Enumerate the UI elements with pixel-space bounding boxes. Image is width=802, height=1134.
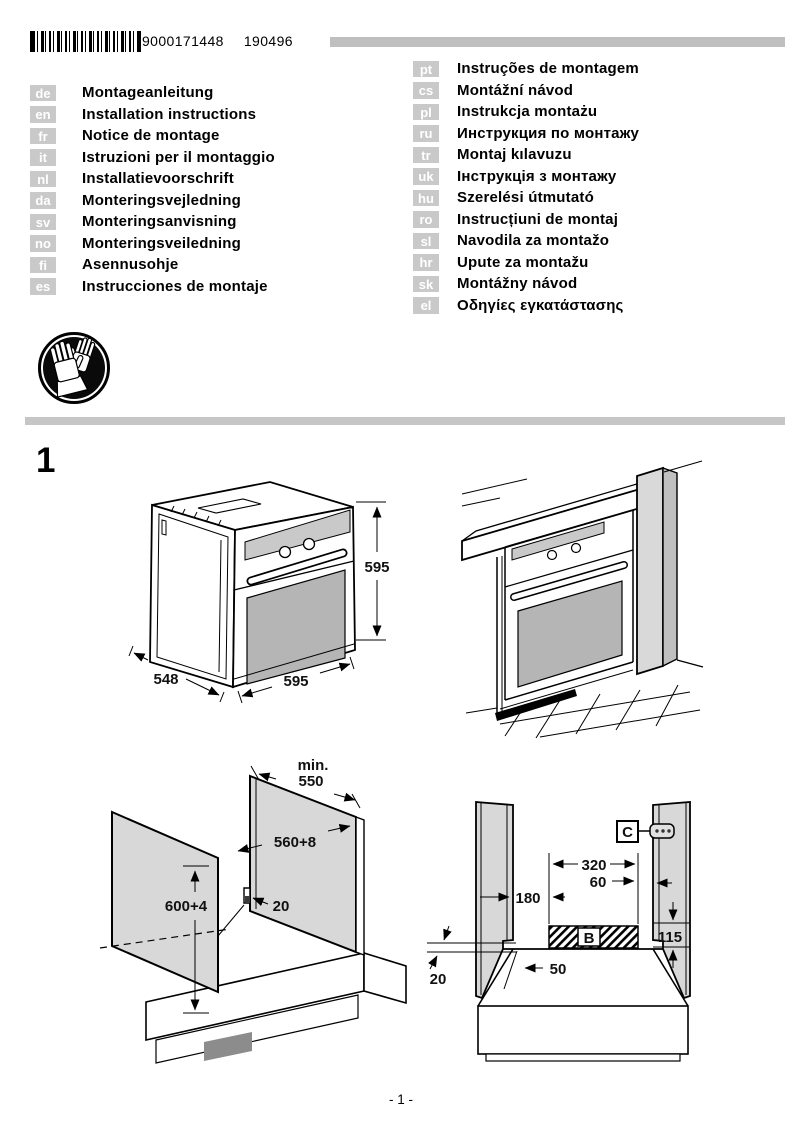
lang-title: Installation instructions [82, 105, 257, 123]
dim-front-gap: 50 [549, 961, 567, 978]
lang-title: Οδηγίες εγκατάστασης [457, 296, 624, 314]
lang-title: Instruções de montagem [457, 60, 639, 78]
lang-code-badge: hr [413, 254, 439, 271]
lang-title: Asennusohje [82, 256, 179, 274]
socket-label-c: C [622, 824, 633, 841]
figure-installed-oven-drawing [460, 450, 705, 745]
lang-code-badge: fr [30, 128, 56, 145]
lang-row [413, 123, 639, 145]
lang-code-badge: en [30, 106, 56, 123]
dim-socket-offset: 60 [589, 874, 607, 891]
oven-knob [304, 539, 315, 550]
lang-row [30, 82, 275, 104]
figure-niche-dimensions-drawing [90, 745, 415, 1075]
lang-title: Szerelési útmutató [457, 189, 594, 207]
lang-code-badge: sl [413, 233, 439, 250]
lang-row [30, 147, 275, 169]
lang-row [413, 58, 639, 80]
lang-title: Instrucțiuni de montaj [457, 210, 619, 228]
oven-knob [280, 547, 291, 558]
worktop-front [462, 489, 640, 560]
base-plinth [478, 1006, 688, 1054]
dim-oven-depth: 548 [153, 671, 179, 688]
lang-row [30, 276, 275, 298]
section-divider [25, 417, 785, 425]
lang-code-badge: fi [30, 257, 56, 274]
lang-code-badge: it [30, 149, 56, 166]
dim-wall-gap: 20 [429, 971, 447, 988]
figure-rear-clearance-drawing [415, 775, 705, 1075]
language-list-left [30, 82, 275, 297]
lang-row [30, 104, 275, 126]
lang-row [413, 209, 639, 231]
lang-row [413, 80, 639, 102]
lang-code-badge: es [30, 278, 56, 295]
zone-label-b: B [583, 930, 595, 947]
lang-code-badge: pl [413, 104, 439, 121]
lang-row [30, 254, 275, 276]
lang-code-badge: ru [413, 125, 439, 142]
dim-oven-width: 595 [283, 673, 309, 690]
lang-code-badge: pt [413, 61, 439, 78]
lang-title: Інструкція з монтажу [457, 167, 617, 185]
protective-gloves-icon [36, 330, 112, 406]
lang-row [30, 233, 275, 255]
lang-code-badge: ro [413, 211, 439, 228]
lang-title: Montážní návod [457, 81, 574, 99]
lang-row [30, 190, 275, 212]
dim-niche-height: 600+4 [164, 898, 208, 915]
lang-title: Montážny návod [457, 275, 578, 293]
lang-row [413, 101, 639, 123]
niche-right-panel [250, 776, 356, 952]
lang-row [413, 295, 639, 317]
lang-row [30, 168, 275, 190]
document-numbers [142, 33, 293, 49]
lang-code-badge: de [30, 85, 56, 102]
dim-niche-rear-notch: 20 [272, 898, 290, 915]
lang-code-badge: da [30, 192, 56, 209]
lang-row [413, 166, 639, 188]
dim-zone-width: 320 [581, 857, 607, 874]
lang-title: Instrucciones de montaje [82, 277, 268, 295]
oven-door-glass [518, 581, 622, 687]
lang-row [413, 144, 639, 166]
lang-title: Monteringsveiledning [82, 234, 242, 252]
lang-row [413, 273, 639, 295]
lang-title: Montaj kılavuzu [457, 146, 572, 164]
lang-row [30, 211, 275, 233]
cabinet-niche [100, 776, 406, 1063]
lang-row [413, 187, 639, 209]
barcode-number: 9000171448 [142, 33, 224, 49]
figure-oven-dimensions-drawing [110, 470, 410, 720]
lang-title: Monteringsvejledning [82, 191, 242, 209]
figure-number: 1 [36, 441, 56, 480]
lang-row [413, 230, 639, 252]
lang-code-badge: sv [30, 214, 56, 231]
wall-pillar [637, 468, 663, 674]
lang-code-badge: hu [413, 190, 439, 207]
lang-title: Installatievoorschrift [82, 170, 234, 188]
lang-code-badge: sk [413, 276, 439, 293]
oven-knob [548, 551, 557, 560]
dim-niche-depth-min: min. [297, 757, 329, 774]
lang-title: Monteringsanvisning [82, 213, 237, 231]
lang-code-badge: uk [413, 168, 439, 185]
language-list-right [413, 58, 639, 316]
doc-number: 190496 [243, 33, 293, 49]
lang-title: Инструкция по монтажу [457, 124, 640, 142]
oven-body [150, 482, 355, 687]
dim-zone-height: 180 [515, 890, 541, 907]
dim-side-height: 115 [657, 929, 683, 946]
lang-title: Notice de montage [82, 127, 220, 145]
lang-title: Montageanleitung [82, 84, 214, 102]
barcode-icon [30, 31, 141, 52]
lang-code-badge: tr [413, 147, 439, 164]
lang-code-badge: no [30, 235, 56, 252]
lang-title: Istruzioni per il montaggio [82, 148, 275, 166]
lang-row [413, 252, 639, 274]
dim-niche-width: 560+8 [273, 834, 317, 851]
lang-title: Upute za montažu [457, 253, 589, 271]
page-number: - 1 - [388, 1092, 413, 1107]
lang-code-badge: el [413, 297, 439, 314]
lang-row [30, 125, 275, 147]
lang-code-badge: nl [30, 171, 56, 188]
lang-code-badge: cs [413, 82, 439, 99]
dim-niche-depth: 550 [298, 773, 324, 790]
dim-oven-height: 595 [364, 559, 390, 576]
lang-title: Navodila za montažo [457, 232, 610, 250]
kitchen-scene [462, 461, 703, 738]
header-gray-bar [330, 37, 785, 47]
lang-title: Instrukcja montażu [457, 103, 598, 121]
dim-lines [427, 853, 690, 989]
oven-knob [572, 544, 581, 553]
